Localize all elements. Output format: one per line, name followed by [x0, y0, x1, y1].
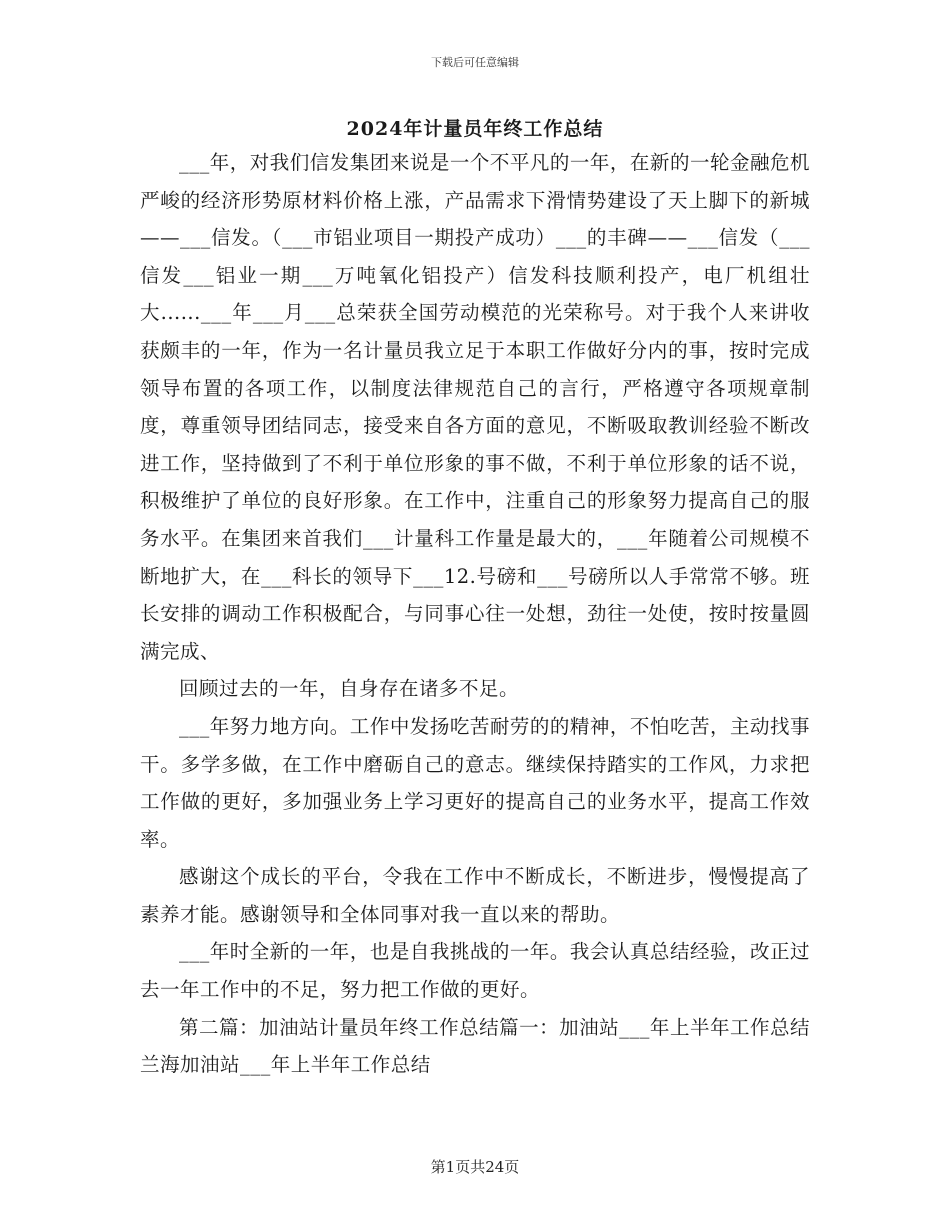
- paragraph: ___年时全新的一年，也是自我挑战的一年。我会认真总结经验，改正过去一年工作中的不足，努力把工作做的更好。: [140, 940, 810, 1002]
- paragraph: 第二篇：加油站计量员年终工作总结篇一：加油站___年上半年工作总结兰海加油站___年上半年工作总结: [140, 1015, 810, 1077]
- paragraph: ___年努力地方向。工作中发扬吃苦耐劳的的精神，不怕吃苦，主动找事干。多学多做，在工作中磨砺自己的意志。继续保持踏实的工作风，力求把工作做的更好，多加强业务上学习更好的提高自己的业务水平，提高工作效率。: [140, 714, 810, 851]
- paragraph: 感谢这个成长的平台，令我在工作中不断成长，不断进步，慢慢提高了素养才能。感谢领导和全体同事对我一直以来的帮助。: [140, 865, 810, 926]
- header-note: 下载后可任意编辑: [431, 56, 519, 69]
- paragraph: 回顾过去的一年，自身存在诸多不足。: [179, 677, 520, 701]
- page-number: 第1页共24页: [430, 1158, 520, 1176]
- paragraph: ___年，对我们信发集团来说是一个不平凡的一年，在新的一轮金融危机严峻的经济形势原材料价格上涨，产品需求下滑情势建设了天上脚下的新城——___信发。（___市铝业项目一期投产成功）___的丰碑——___信发（___信发___铝业一期___万吨氧化铝投产）信发科技顺利投产，电厂机组壮大......___年___月___总荣获全国劳动模范的光荣称号。对于我个人来讲收获颇丰的一年，作为一名计量员我立足于本职工作做好分内的事，按时完成领导布置的各项工作，以制度法律规范自己的言行，严格遵守各项规章制度，尊重领导团结同志，接受来自各方面的意见，不断吸取教训经验不断改进工作，坚持做到了不利于单位形象的事不做，不利于单位形象的话不说，积极维护了单位的良好形象。在工作中，注重自己的形象努力提高自己的服务水平。在集团来首我们___计量科工作量是最大的，___年随着公司规模不断地扩大，在___科长的领导下___12.号磅和___号磅所以人手常常不够。班长安排的调动工作积极配合，与同事心往一处想，劲往一处使，按时按量圆满完成、: [140, 151, 810, 663]
- document-body: [140, 144, 810, 1084]
- document-title: 2024年计量员年终工作总结: [346, 118, 604, 140]
